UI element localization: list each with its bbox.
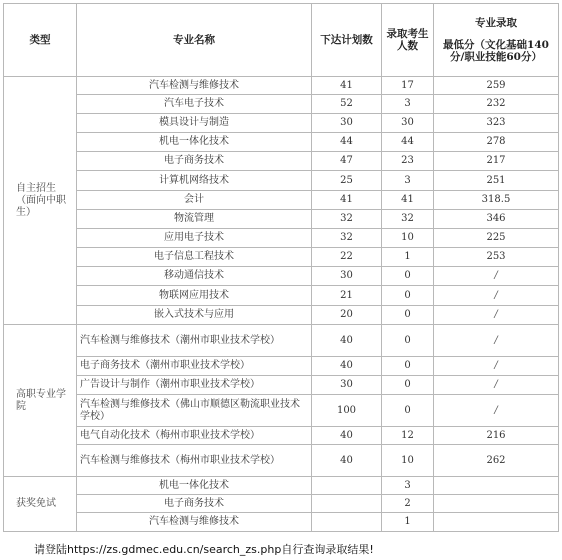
table-body [4,77,559,532]
min-score-cell: 278 [434,133,559,152]
min-score-cell: / [434,395,559,427]
table-row [4,95,559,114]
admitted-cell: 3 [382,477,434,495]
min-score-cell: 217 [434,152,559,171]
min-score-cell: / [434,306,559,325]
admitted-cell: 1 [382,248,434,267]
major-cell: 应用电子技术 [77,229,312,248]
admitted-cell: 12 [382,427,434,445]
admitted-cell: 32 [382,210,434,229]
plan-cell: 32 [312,210,382,229]
admitted-cell: 0 [382,306,434,325]
major-cell: 汽车检测与维修技术 [77,513,312,532]
admitted-cell: 0 [382,357,434,376]
major-header: 专业名称 [77,4,312,77]
major-cell: 模具设计与制造 [77,114,312,133]
table-row [4,77,559,95]
table-row [4,229,559,248]
admitted-cell: 0 [382,267,434,286]
plan-cell: 40 [312,427,382,445]
footer-note: 请登陆https://zs.gdmec.edu.cn/search_zs.php自行查询录取结果! [34,543,374,556]
admitted-cell: 44 [382,133,434,152]
table-row [4,152,559,171]
plan-cell: 32 [312,229,382,248]
plan-cell: 30 [312,376,382,395]
min-score-title: 专业录取 [475,17,517,29]
table-row [4,427,559,445]
major-cell: 机电一体化技术 [77,477,312,495]
min-score-cell: 253 [434,248,559,267]
plan-cell: 40 [312,357,382,376]
min-score-cell: 318.5 [434,191,559,210]
table-row [4,210,559,229]
plan-cell [312,513,382,532]
admitted-cell: 23 [382,152,434,171]
admitted-cell: 10 [382,445,434,477]
table-row [4,395,559,427]
table-row [4,171,559,191]
major-cell: 移动通信技术 [77,267,312,286]
plan-cell: 25 [312,171,382,191]
plan-cell: 21 [312,286,382,306]
admitted-cell: 1 [382,513,434,532]
plan-cell: 20 [312,306,382,325]
plan-cell: 52 [312,95,382,114]
admitted-cell: 41 [382,191,434,210]
min-score-cell [434,477,559,495]
table-row [4,267,559,286]
major-cell: 物联网应用技术 [77,286,312,306]
major-cell: 计算机网络技术 [77,171,312,191]
plan-cell: 40 [312,445,382,477]
category-cell: 获奖免试 [4,477,77,532]
admitted-cell: 0 [382,395,434,427]
plan-cell [312,495,382,513]
min-score-cell: 251 [434,171,559,191]
plan-cell: 100 [312,395,382,427]
min-score-cell [434,495,559,513]
min-score-cell: / [434,267,559,286]
table-row [4,357,559,376]
min-score-cell: 225 [434,229,559,248]
admitted-header: 录取考生人数 [382,4,434,77]
min-score-detail: 最低分（文化基础140分/职业技能60分） [443,39,549,63]
major-cell: 汽车检测与维修技术 [77,77,312,95]
plan-cell: 22 [312,248,382,267]
major-cell: 电子商务技术 [77,152,312,171]
table-row [4,325,559,357]
admitted-cell: 3 [382,95,434,114]
admitted-cell: 2 [382,495,434,513]
major-cell: 电子商务技术（潮州市职业技术学校） [77,357,312,376]
min-score-cell: / [434,325,559,357]
major-cell: 物流管理 [77,210,312,229]
min-score-cell: 262 [434,445,559,477]
table-row [4,445,559,477]
header-row [4,4,559,77]
major-cell: 汽车电子技术 [77,95,312,114]
min-score-cell: 323 [434,114,559,133]
plan-cell: 44 [312,133,382,152]
major-cell: 汽车检测与维修技术（佛山市顺德区勒流职业技术学校） [77,395,312,427]
admitted-cell: 10 [382,229,434,248]
category-cell: 自主招生（面向中职生） [4,77,77,325]
major-cell: 汽车检测与维修技术（梅州市职业技术学校） [77,445,312,477]
table-row [4,286,559,306]
plan-cell: 41 [312,191,382,210]
min-score-cell: / [434,376,559,395]
table-row [4,133,559,152]
table-row [4,306,559,325]
plan-cell: 40 [312,325,382,357]
min-score-cell: 259 [434,77,559,95]
major-cell: 电子商务技术 [77,495,312,513]
category-cell: 高职专业学院 [4,325,77,477]
min-score-cell: / [434,357,559,376]
table-row [4,376,559,395]
plan-cell: 47 [312,152,382,171]
major-cell: 嵌入式技术与应用 [77,306,312,325]
table-row [4,114,559,133]
major-cell: 电气自动化技术（梅州市职业技术学校） [77,427,312,445]
plan-cell: 30 [312,114,382,133]
major-cell: 电子信息工程技术 [77,248,312,267]
major-cell: 会计 [77,191,312,210]
plan-cell: 30 [312,267,382,286]
table-row [4,513,559,532]
min-score-cell: / [434,286,559,306]
min-score-cell: 346 [434,210,559,229]
min-score-cell: 216 [434,427,559,445]
table-row [4,495,559,513]
plan-cell: 41 [312,77,382,95]
admitted-cell: 30 [382,114,434,133]
major-cell: 汽车检测与维修技术（潮州市职业技术学校） [77,325,312,357]
min-score-cell [434,513,559,532]
admitted-cell: 0 [382,325,434,357]
plan-cell [312,477,382,495]
table-row [4,477,559,495]
min-score-cell: 232 [434,95,559,114]
table-row [4,191,559,210]
min-score-header [434,4,559,77]
admitted-cell: 3 [382,171,434,191]
category-header: 类型 [4,4,77,77]
admitted-cell: 0 [382,286,434,306]
major-cell: 广告设计与制作（潮州市职业技术学校） [77,376,312,395]
admission-table [3,3,559,532]
admitted-cell: 0 [382,376,434,395]
major-cell: 机电一体化技术 [77,133,312,152]
table-row [4,248,559,267]
admitted-cell: 17 [382,77,434,95]
plan-header: 下达计划数 [312,4,382,77]
